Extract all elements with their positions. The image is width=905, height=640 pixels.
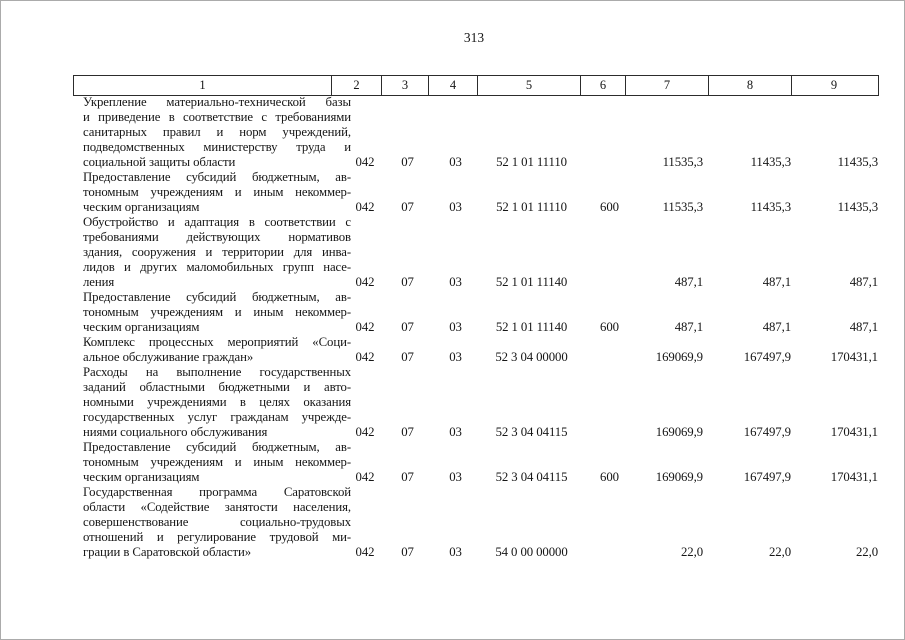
cell-col2: 042 <box>355 470 375 484</box>
cell-col8: 11435,3 <box>750 200 791 214</box>
description-line: ческим организациям <box>83 470 200 484</box>
cell-col2: 042 <box>355 155 375 169</box>
cell-col3: 07 <box>401 200 414 214</box>
cell-col6: 600 <box>600 470 619 484</box>
header-cell-4: 4 <box>428 76 477 95</box>
table-row <box>73 440 879 485</box>
cell-col5: 52 1 01 11110 <box>496 155 567 169</box>
cell-col8: 11435,3 <box>750 155 791 169</box>
table-row <box>73 365 879 440</box>
table-row <box>73 485 879 560</box>
description-line: Комплекс процессных мероприятий «Соци- <box>83 335 351 349</box>
cell-col7: 11535,3 <box>662 155 703 169</box>
description-line: альное обслуживание граждан» <box>83 350 254 364</box>
cell-col6 <box>587 545 632 560</box>
description-line: требованиями действующих нормативов <box>83 230 351 244</box>
cell-col3: 07 <box>401 545 414 559</box>
row-description <box>83 290 351 335</box>
cell-col3: 07 <box>401 155 414 169</box>
description-line: социальной защиты области <box>83 155 236 169</box>
row-description <box>83 170 351 215</box>
description-line: Предоставление субсидий бюджетным, ав- <box>83 440 351 454</box>
cell-col5: 52 3 04 04115 <box>495 425 568 439</box>
cell-col4: 03 <box>449 470 462 484</box>
cell-col6 <box>587 275 632 290</box>
cell-col6 <box>587 425 632 440</box>
cell-col7: 487,1 <box>674 275 703 289</box>
description-line: ческим организациям <box>83 320 200 334</box>
cell-col8: 167497,9 <box>743 470 791 484</box>
description-line: номными учреждениями в целях оказания <box>83 395 351 409</box>
cell-col7: 22,0 <box>681 545 703 559</box>
cell-col7: 169069,9 <box>655 425 703 439</box>
description-line: Укрепление материально-технической базы <box>83 95 351 109</box>
cell-col3: 07 <box>401 425 414 439</box>
cell-col4: 03 <box>449 350 462 364</box>
description-line: грации в Саратовской области» <box>83 545 252 559</box>
description-line: заданий областными бюджетными и авто- <box>83 380 351 394</box>
cell-col2: 042 <box>355 275 375 289</box>
row-description <box>83 440 351 485</box>
header-cell-6: 6 <box>580 76 625 95</box>
cell-col4: 03 <box>449 200 462 214</box>
cell-col8: 167497,9 <box>743 425 791 439</box>
cell-col9: 487,1 <box>849 275 878 289</box>
cell-col4: 03 <box>449 155 462 169</box>
row-description <box>83 95 351 170</box>
cell-col7: 487,1 <box>674 320 703 334</box>
cell-col5: 54 0 00 00000 <box>495 545 568 559</box>
cell-col2: 042 <box>355 425 375 439</box>
description-line: отношений и регулирование трудовой ми- <box>83 530 351 544</box>
cell-col2: 042 <box>355 545 375 559</box>
cell-col7: 11535,3 <box>662 200 703 214</box>
cell-col3: 07 <box>401 350 414 364</box>
cell-col9: 11435,3 <box>837 155 878 169</box>
cell-col4: 03 <box>449 545 462 559</box>
cell-col9: 170431,1 <box>830 425 878 439</box>
cell-col4: 03 <box>449 275 462 289</box>
cell-col6 <box>587 155 632 170</box>
row-description <box>83 365 351 440</box>
table-row <box>73 290 879 335</box>
cell-col9: 170431,1 <box>830 350 878 364</box>
cell-col4: 03 <box>449 425 462 439</box>
cell-col2: 042 <box>355 200 375 214</box>
description-line: тономным учреждениям и иным некоммер- <box>83 305 351 319</box>
description-line: здания, сооружения и территории для инва- <box>83 245 351 259</box>
cell-col9: 170431,1 <box>830 470 878 484</box>
cell-col8: 22,0 <box>769 545 791 559</box>
row-description <box>83 485 351 560</box>
description-line: совершенствование социально-трудовых <box>83 515 351 529</box>
cell-col8: 487,1 <box>762 320 791 334</box>
cell-col3: 07 <box>401 320 414 334</box>
cell-col9: 487,1 <box>849 320 878 334</box>
description-line: Предоставление субсидий бюджетным, ав- <box>83 170 351 184</box>
cell-col6: 600 <box>600 320 619 334</box>
description-line: ческим организациям <box>83 200 200 214</box>
table-row <box>73 335 879 365</box>
header-cell-9: 9 <box>791 76 876 95</box>
description-line: Предоставление субсидий бюджетным, ав- <box>83 290 351 304</box>
table-row <box>73 95 879 170</box>
header-cell-2: 2 <box>331 76 381 95</box>
cell-col3: 07 <box>401 470 414 484</box>
cell-col4: 03 <box>449 320 462 334</box>
cell-col8: 167497,9 <box>743 350 791 364</box>
description-line: тономным учреждениям и иным некоммер- <box>83 455 351 469</box>
description-line: санитарных правил и норм учреждений, <box>83 125 351 139</box>
header-cell-5: 5 <box>477 76 580 95</box>
header-cell-3: 3 <box>381 76 428 95</box>
page-number: 313 <box>463 30 485 45</box>
cell-col9: 22,0 <box>856 545 878 559</box>
description-line: подведомственных министерству труда и <box>83 140 351 154</box>
header-cell-1: 1 <box>199 78 206 92</box>
description-line: тономным учреждениям и иным некоммер- <box>83 185 351 199</box>
description-line: области «Содействие занятости населения, <box>83 500 351 514</box>
description-line: ления <box>83 275 115 289</box>
cell-col5: 52 1 01 11140 <box>495 320 568 334</box>
cell-col5: 52 3 04 00000 <box>495 350 568 364</box>
cell-col5: 52 1 01 11140 <box>495 275 568 289</box>
header-cell-7: 7 <box>625 76 708 95</box>
cell-col2: 042 <box>355 350 375 364</box>
description-line: Расходы на выполнение государственных <box>83 365 351 379</box>
cell-col5: 52 1 01 11110 <box>496 200 567 214</box>
table-row <box>73 170 879 215</box>
cell-col8: 487,1 <box>762 275 791 289</box>
header-cell-8: 8 <box>708 76 791 95</box>
description-line: Государственная программа Саратовской <box>83 485 351 499</box>
cell-col3: 07 <box>401 275 414 289</box>
description-line: Обустройство и адаптация в соответствии с <box>83 215 351 229</box>
row-description <box>83 215 351 290</box>
cell-col7: 169069,9 <box>655 350 703 364</box>
table-body <box>73 95 879 560</box>
description-line: лидов и других маломобильных групп насе- <box>83 260 351 274</box>
description-line: ниями социального обслуживания <box>83 425 268 439</box>
cell-col6 <box>587 350 632 365</box>
cell-col7: 169069,9 <box>655 470 703 484</box>
cell-col2: 042 <box>355 320 375 334</box>
description-line: государственных услуг гражданам учрежде- <box>83 410 351 424</box>
description-line: и приведение в соответствие с требованиями <box>83 110 351 124</box>
cell-col5: 52 3 04 04115 <box>495 470 568 484</box>
row-description <box>83 335 351 365</box>
table-header-row <box>73 75 879 96</box>
cell-col6: 600 <box>600 200 619 214</box>
cell-col9: 11435,3 <box>837 200 878 214</box>
table-row <box>73 215 879 290</box>
